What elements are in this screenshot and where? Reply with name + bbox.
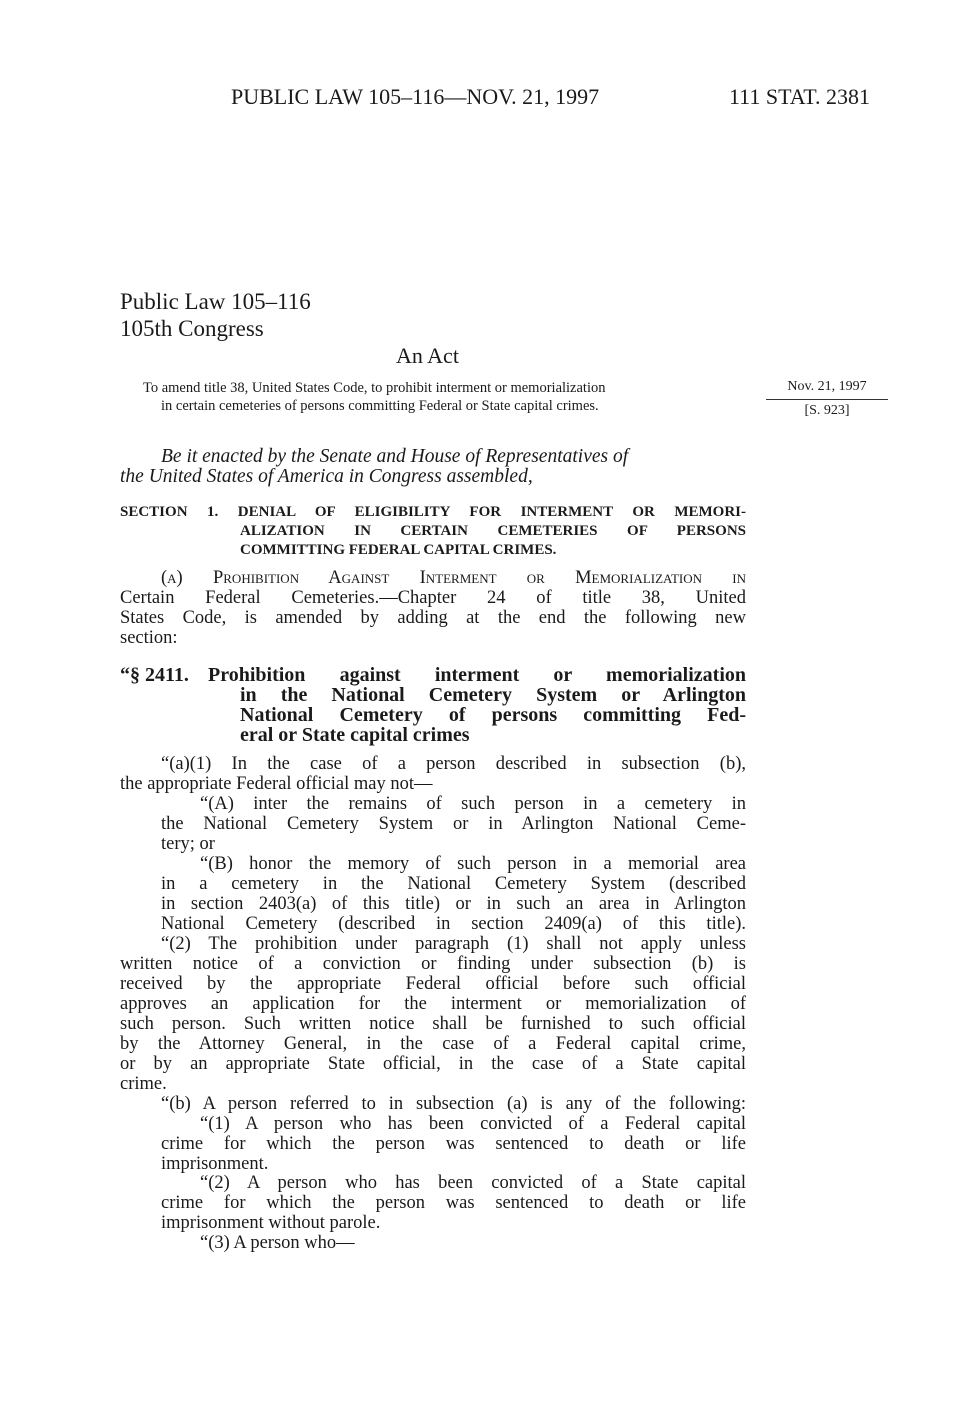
para-B-line-4: National Cemetery (described in section 2409(a) of this title).: [161, 914, 746, 934]
para-B-line-1: “(B) honor the memory of such person in a memorial area: [200, 854, 746, 874]
para-2-line-3: received by the appropriate Federal official before such official: [120, 974, 746, 994]
enacting-clause-line-2: the United States of America in Congress assembled,: [120, 466, 533, 487]
section-1-heading-line-2: ALIZATION IN CERTAIN CEMETERIES OF PERSONS: [240, 523, 746, 539]
para-2-line-4: approves an application for the interment or memorialization of: [120, 994, 746, 1014]
congress-number: 105th Congress: [120, 316, 264, 341]
para-A-line-3: tery; or: [161, 834, 215, 854]
subsection-a-line-3: States Code, is amended by adding at the end the following new: [120, 608, 746, 628]
statute-citation: 111 STAT. 2381: [729, 84, 871, 109]
subsection-a-line-2: Certain Federal Cemeteries.—Chapter 24 of title 38, United: [120, 588, 746, 608]
para-b-line-1: “(b) A person referred to in subsection (a) is any of the following:: [161, 1094, 746, 1114]
para-A-line-2: the National Cemetery System or in Arlington National Ceme-: [161, 814, 746, 834]
para-B-line-3: in section 2403(a) of this title) or in such an area in Arlington: [161, 894, 746, 914]
para-a1-line-2: the appropriate Federal official may not—: [120, 774, 433, 794]
margin-note-bill: [S. 923]: [804, 403, 850, 418]
para-2-line-7: or by an appropriate State official, in the case of a State capital: [120, 1054, 746, 1074]
section-2411-number: “§ 2411.: [120, 664, 189, 686]
running-header-title: PUBLIC LAW 105–116—NOV. 21, 1997: [231, 84, 600, 109]
section-1-heading-line-1: SECTION 1. DENIAL OF ELIGIBILITY FOR INTERMENT OR MEMORI-: [120, 504, 746, 520]
section-1-heading-line-3: COMMITTING FEDERAL CAPITAL CRIMES.: [240, 542, 557, 558]
public-law-number: Public Law 105–116: [120, 289, 311, 314]
para-b3-line-1: “(3) A person who—: [200, 1233, 355, 1253]
para-A-line-1: “(A) inter the remains of such person in a cemetery in: [200, 794, 746, 814]
para-b1-line-1: “(1) A person who has been convicted of a Federal capital: [200, 1114, 746, 1134]
enacting-clause-line-1: Be it enacted by the Senate and House of Representatives of: [161, 446, 629, 467]
para-b2-line-2: crime for which the person was sentenced to death or life: [161, 1193, 746, 1213]
para-2-line-5: such person. Such written notice shall be furnished to such official: [120, 1014, 746, 1034]
para-b1-line-3: imprisonment.: [161, 1154, 269, 1174]
margin-note-date: Nov. 21, 1997: [787, 379, 867, 394]
purpose-line-1: To amend title 38, United States Code, to prohibit interment or memorialization: [143, 380, 606, 396]
para-2-line-2: written notice of a conviction or finding under subsection (b) is: [120, 954, 746, 974]
section-2411-heading-line-1: Prohibition against interment or memorialization: [208, 664, 746, 686]
margin-note-rule: [766, 399, 888, 400]
subsection-a-line-4: section:: [120, 628, 178, 648]
subsection-a-line-1: (a) Prohibition Against Interment or Memorialization in: [161, 568, 746, 588]
para-b1-line-2: crime for which the person was sentenced to death or life: [161, 1134, 746, 1154]
para-b2-line-1: “(2) A person who has been convicted of a State capital: [200, 1173, 746, 1193]
act-label: An Act: [396, 343, 459, 368]
para-2-line-6: by the Attorney General, in the case of a Federal capital crime,: [120, 1034, 746, 1054]
section-2411-heading-line-4: eral or State capital crimes: [240, 724, 470, 746]
purpose-line-2: in certain cemeteries of persons committing Federal or State capital crimes.: [161, 398, 599, 414]
para-a1-line-1: “(a)(1) In the case of a person described in subsection (b),: [161, 754, 746, 774]
para-2-line-8: crime.: [120, 1074, 167, 1094]
section-2411-heading-line-3: National Cemetery of persons committing Fed-: [240, 704, 746, 726]
para-B-line-2: in a cemetery in the National Cemetery System (described: [161, 874, 746, 894]
para-2-line-1: “(2) The prohibition under paragraph (1) shall not apply unless: [161, 934, 746, 954]
section-2411-heading-line-2: in the National Cemetery System or Arlington: [240, 684, 746, 706]
para-b2-line-3: imprisonment without parole.: [161, 1213, 381, 1233]
